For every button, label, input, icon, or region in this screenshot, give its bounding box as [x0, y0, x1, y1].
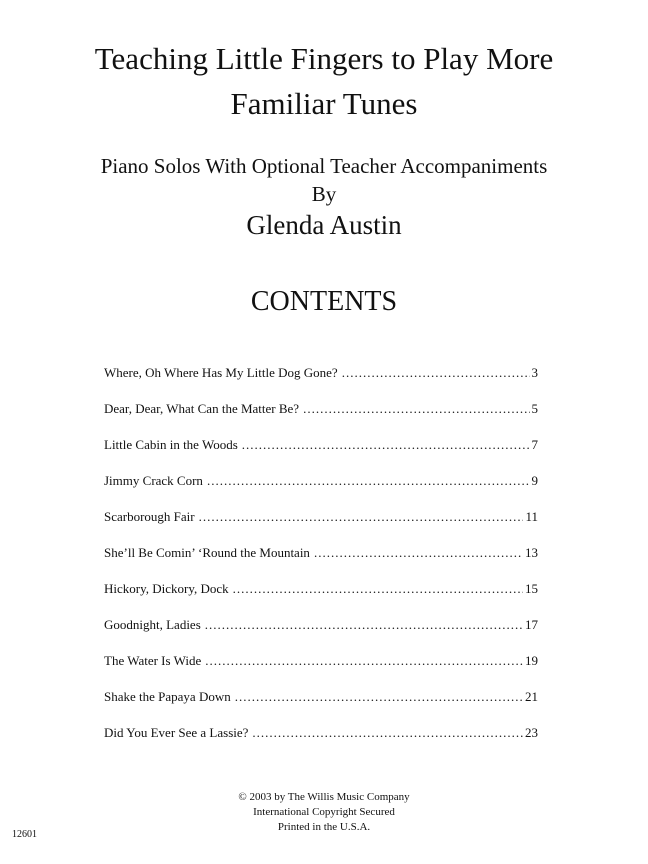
toc-leader-dots [242, 438, 530, 451]
toc-entry-title: Dear, Dear, What Can the Matter Be? [104, 401, 300, 416]
copyright-line: © 2003 by The Willis Music Company [238, 791, 410, 803]
by-line: By [311, 182, 337, 206]
toc-entry-title: Did You Ever See a Lassie? [104, 725, 249, 740]
toc-leader-dots [205, 618, 523, 631]
toc-leader-dots [207, 474, 530, 487]
toc-entry [104, 618, 538, 654]
author-name: Glenda Austin [246, 210, 402, 240]
toc-leader-dots [235, 690, 523, 703]
toc-entry [104, 726, 538, 762]
copyright-footer [0, 790, 648, 835]
catalog-number: 12601 [12, 829, 37, 840]
rights-line: International Copyright Secured [253, 806, 395, 818]
toc-entry-page: 7 [531, 437, 538, 452]
toc-entry [104, 582, 538, 618]
toc-entry [104, 546, 538, 582]
toc-entry [104, 402, 538, 438]
toc-entry-page: 23 [525, 725, 538, 740]
toc-entry-title: Scarborough Fair [104, 509, 195, 524]
toc-entry-title: Hickory, Dickory, Dock [104, 581, 229, 596]
toc-entry-title: Jimmy Crack Corn [104, 473, 203, 488]
toc-entry-title: Goodnight, Ladies [104, 617, 201, 632]
toc-entry [104, 474, 538, 510]
toc-leader-dots [233, 582, 523, 595]
toc-entry-title: The Water Is Wide [104, 653, 202, 668]
toc-entry-page: 11 [525, 509, 538, 524]
toc-leader-dots [199, 510, 524, 523]
table-of-contents [104, 366, 538, 762]
toc-leader-dots [205, 654, 523, 667]
toc-entry-page: 19 [525, 653, 538, 668]
toc-entry [104, 690, 538, 726]
toc-entry-page: 17 [525, 617, 538, 632]
book-title-line-2: Familiar Tunes [230, 86, 418, 121]
toc-entry-title: Where, Oh Where Has My Little Dog Gone? [104, 365, 338, 380]
toc-entry-title: Shake the Papaya Down [104, 689, 231, 704]
printed-line: Printed in the U.S.A. [277, 821, 371, 833]
toc-entry [104, 510, 538, 546]
toc-leader-dots [303, 402, 529, 415]
toc-leader-dots [342, 366, 530, 379]
toc-entry [104, 438, 538, 474]
toc-entry-page: 5 [531, 401, 538, 416]
toc-leader-dots [314, 546, 523, 559]
toc-entry-page: 15 [525, 581, 538, 596]
toc-entry-page: 21 [525, 689, 538, 704]
book-subtitle: Piano Solos With Optional Teacher Accompaniments [100, 154, 548, 178]
contents-heading: CONTENTS [250, 286, 398, 317]
toc-entry-page: 9 [531, 473, 538, 488]
toc-entry-title: She’ll Be Comin’ ‘Round the Mountain [104, 545, 310, 560]
book-title-line-1: Teaching Little Fingers to Play More [94, 41, 554, 76]
toc-entry [104, 654, 538, 690]
toc-entry-page: 13 [525, 545, 538, 560]
toc-entry [104, 366, 538, 402]
toc-entry-page: 3 [531, 365, 538, 380]
toc-entry-title: Little Cabin in the Woods [104, 437, 238, 452]
toc-leader-dots [252, 726, 523, 739]
